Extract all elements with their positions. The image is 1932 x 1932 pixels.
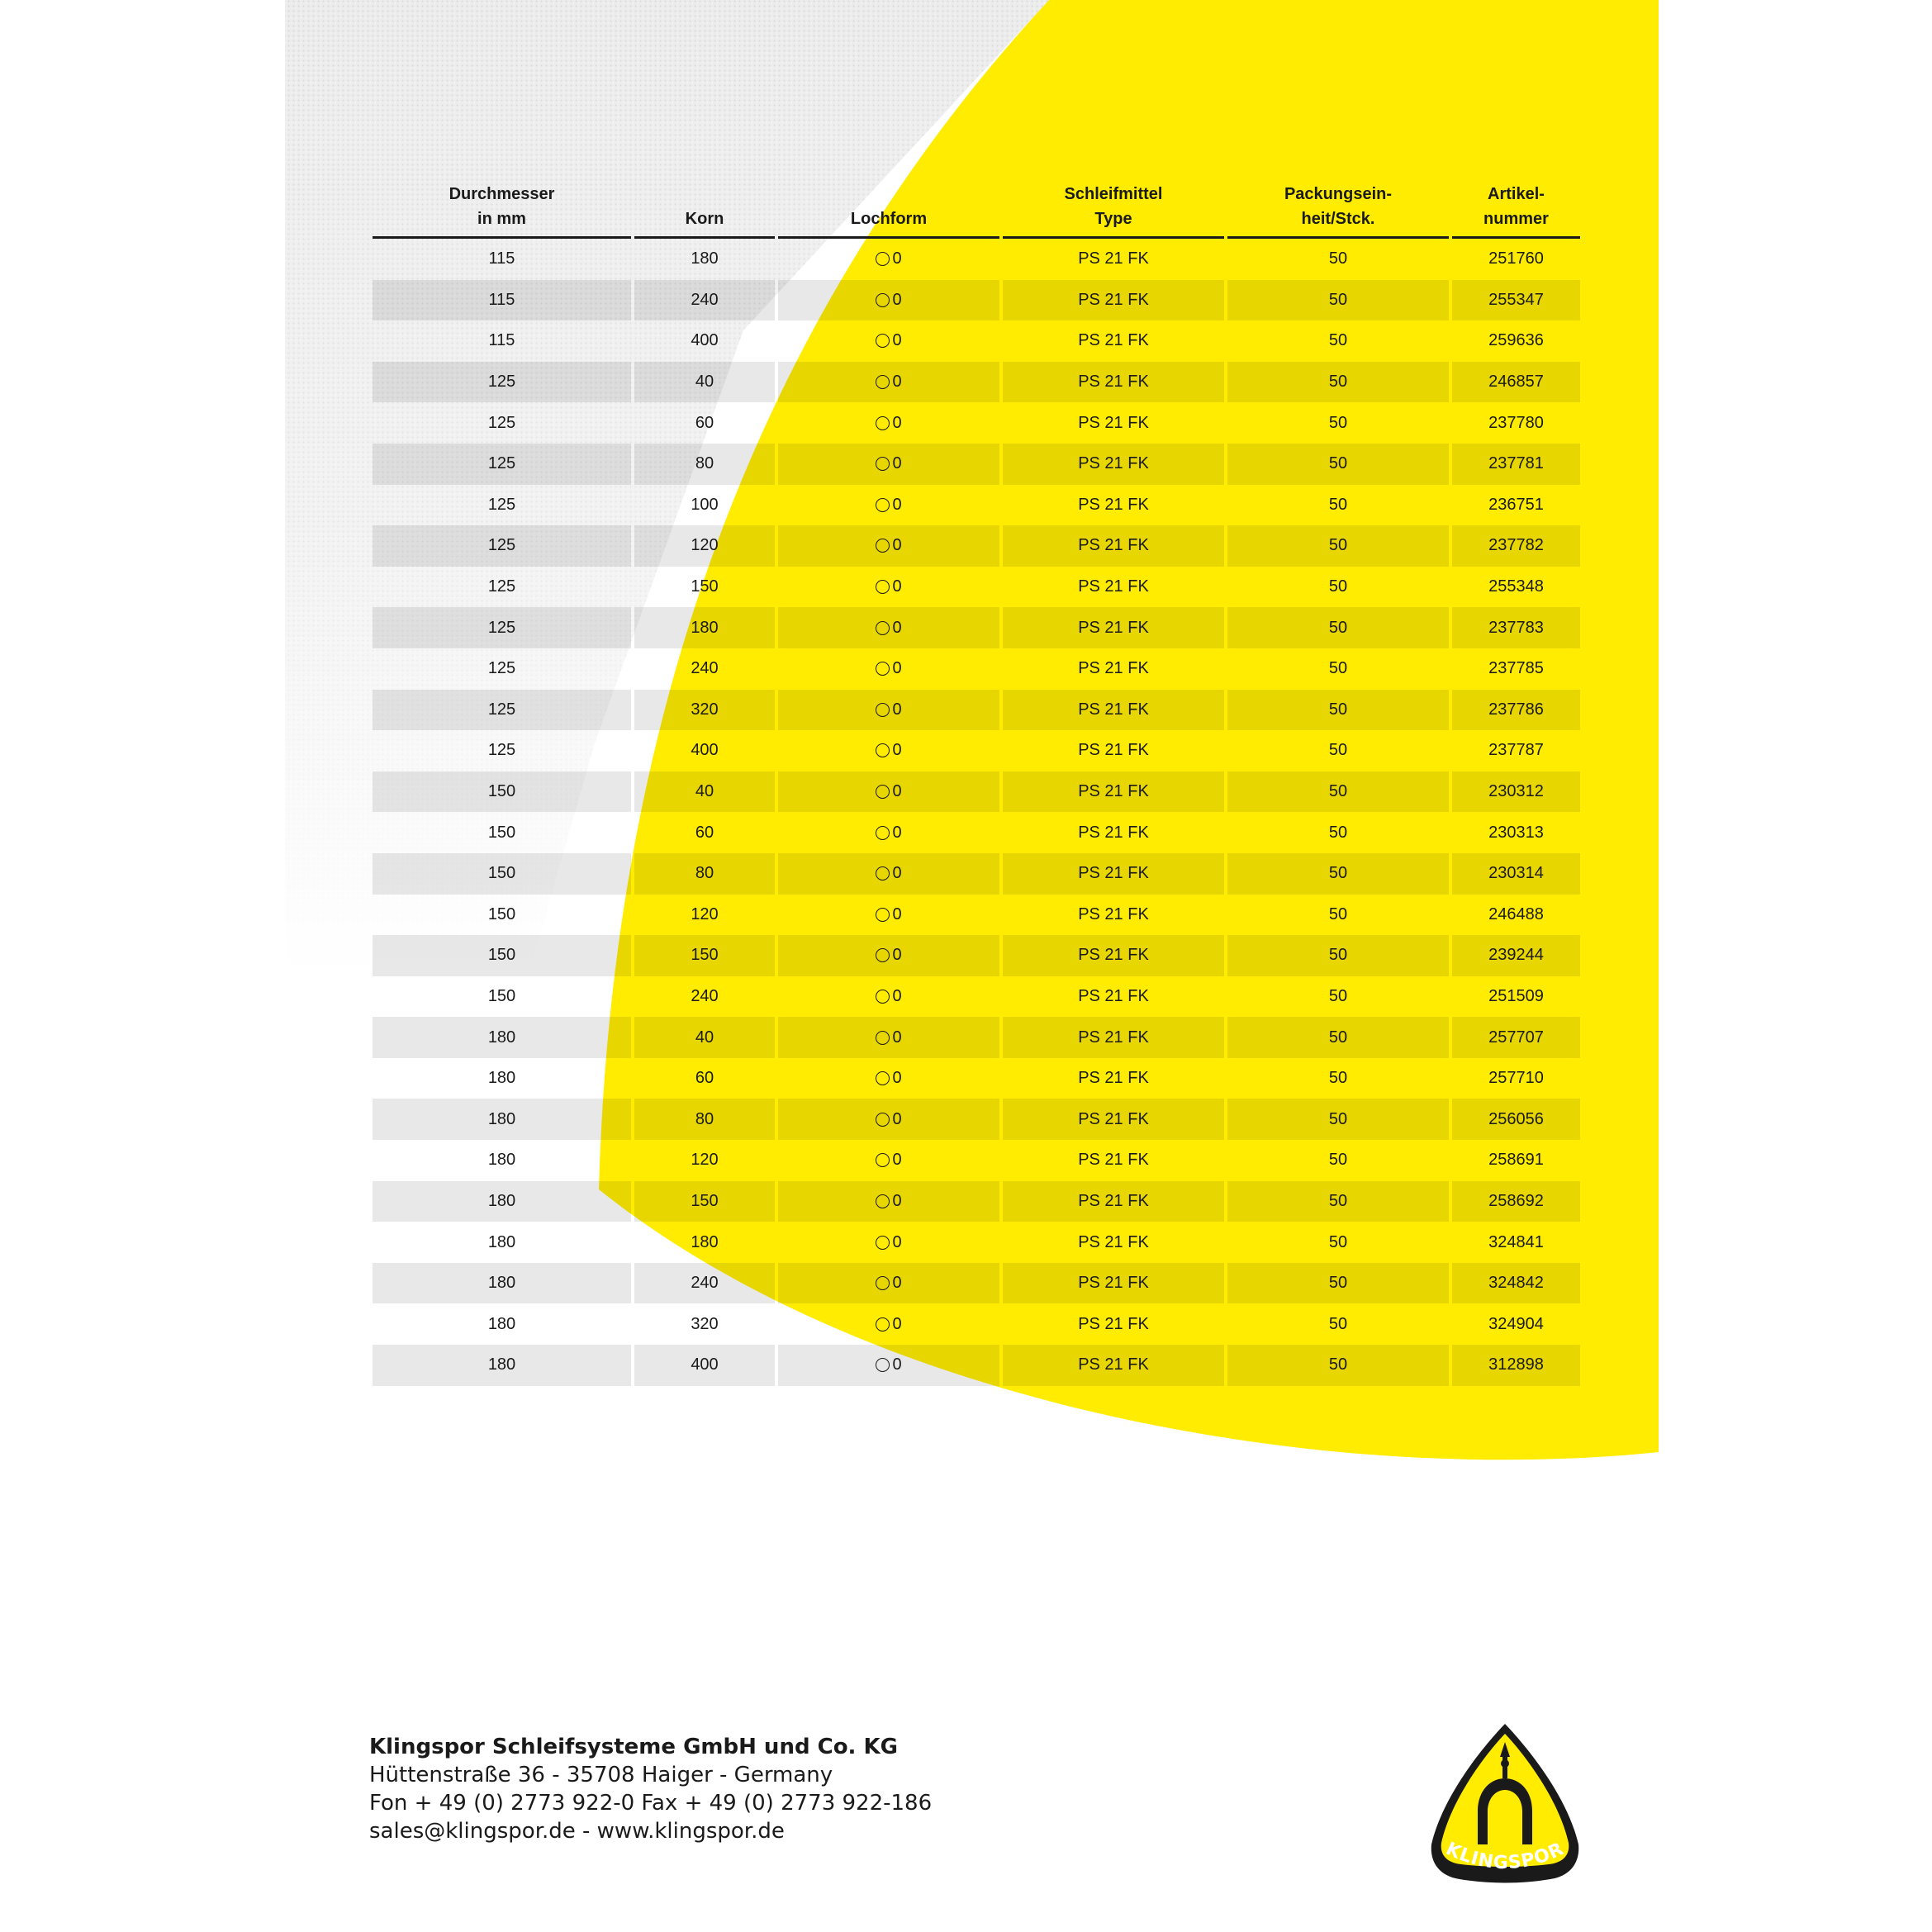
cell-diameter: 125: [487, 659, 516, 678]
hole-count: 0: [892, 1355, 902, 1374]
cell-diameter: 125: [487, 577, 516, 596]
hole-count: 0: [892, 1314, 902, 1333]
cell-hole-form: [778, 280, 999, 321]
table-row: [373, 1263, 1580, 1304]
table-row: [373, 1140, 1580, 1181]
round-hole-icon: [876, 703, 890, 717]
company-address: Hüttenstraße 36 - 35708 Haiger - Germany: [369, 1763, 833, 1787]
cell-article-number: 258691: [1488, 1151, 1544, 1170]
round-hole-icon: [876, 743, 890, 757]
cell-hole-form: [778, 771, 999, 813]
cell-abrasive-type: PS 21 FK: [1003, 771, 1224, 813]
table-row: [373, 239, 1580, 280]
cell-grit: 40: [634, 362, 775, 403]
cell-grit: 320: [691, 1314, 719, 1333]
cell-abrasive-type: PS 21 FK: [1078, 904, 1149, 923]
cell-pack-unit: 50: [1328, 413, 1348, 432]
table-row: [373, 1303, 1580, 1345]
cell-grit: 60: [695, 1069, 714, 1088]
cell-diameter: 180: [373, 1181, 631, 1222]
cell-article-number: 324841: [1488, 1232, 1544, 1251]
cell-article-number: 255347: [1452, 280, 1580, 321]
cell-pack-unit: 50: [1328, 249, 1348, 268]
table-row: [373, 607, 1580, 648]
cell-abrasive-type: PS 21 FK: [1078, 823, 1149, 842]
cell-diameter: 125: [373, 444, 631, 485]
cell-diameter: 150: [373, 935, 631, 976]
cell-pack-unit: 50: [1328, 904, 1348, 923]
table-row: [373, 1345, 1580, 1386]
cell-abrasive-type: PS 21 FK: [1003, 1263, 1224, 1304]
round-hole-icon: [876, 580, 890, 594]
cell-hole-form: [778, 567, 999, 608]
hole-count: 0: [892, 577, 902, 596]
hole-count: 0: [892, 782, 902, 801]
hole-count: 0: [892, 1151, 902, 1170]
product-table: [369, 164, 1583, 1386]
cell-abrasive-type: PS 21 FK: [1078, 495, 1149, 514]
cell-grit: 180: [634, 607, 775, 648]
cell-grit: 240: [691, 986, 719, 1005]
table-row: [373, 1181, 1580, 1222]
cell-diameter: 125: [373, 362, 631, 403]
cell-hole-form: [778, 853, 999, 895]
cell-pack-unit: 50: [1227, 525, 1449, 567]
cell-hole-form: [778, 239, 999, 280]
cell-pack-unit: 50: [1227, 853, 1449, 895]
cell-pack-unit: 50: [1328, 331, 1348, 350]
cell-hole-form: [778, 1345, 999, 1386]
round-hole-icon: [876, 457, 890, 471]
cell-grit: 180: [691, 1232, 719, 1251]
table-row: [373, 730, 1580, 771]
cell-abrasive-type: PS 21 FK: [1078, 741, 1149, 760]
round-hole-icon: [876, 990, 890, 1004]
cell-grit: 40: [634, 1017, 775, 1058]
cell-diameter: 125: [487, 495, 516, 514]
cell-diameter: 180: [487, 1314, 516, 1333]
cell-diameter: 150: [487, 986, 516, 1005]
cell-article-number: 237785: [1488, 659, 1544, 678]
hole-count: 0: [892, 454, 902, 473]
cell-abrasive-type: PS 21 FK: [1003, 525, 1224, 567]
cell-hole-form: [778, 525, 999, 567]
cell-grit: 150: [691, 577, 719, 596]
cell-pack-unit: 50: [1227, 362, 1449, 403]
cell-diameter: 180: [373, 1017, 631, 1058]
cell-abrasive-type: PS 21 FK: [1078, 1069, 1149, 1088]
cell-diameter: 180: [373, 1263, 631, 1304]
cell-hole-form: [778, 607, 999, 648]
cell-abrasive-type: PS 21 FK: [1003, 853, 1224, 895]
cell-hole-form: [778, 444, 999, 485]
cell-hole-form: [778, 648, 999, 690]
hole-count: 0: [892, 700, 902, 719]
cell-abrasive-type: PS 21 FK: [1003, 1017, 1224, 1058]
table-row: [373, 648, 1580, 690]
cell-grit: 60: [695, 823, 714, 842]
table-row: [373, 485, 1580, 526]
round-hole-icon: [876, 621, 890, 635]
cell-hole-form: [778, 1140, 999, 1181]
cell-diameter: 125: [487, 741, 516, 760]
round-hole-icon: [876, 1113, 890, 1127]
cell-hole-form: [778, 730, 999, 771]
round-hole-icon: [876, 1031, 890, 1045]
cell-grit: 400: [691, 741, 719, 760]
hole-count: 0: [892, 1109, 902, 1128]
cell-hole-form: [778, 1181, 999, 1222]
cell-abrasive-type: PS 21 FK: [1003, 362, 1224, 403]
cell-article-number: 256056: [1452, 1099, 1580, 1140]
hole-count: 0: [892, 1191, 902, 1210]
cell-article-number: 257710: [1488, 1069, 1544, 1088]
company-phone-fax: Fon + 49 (0) 2773 922-0 Fax + 49 (0) 2773 922-186: [369, 1791, 933, 1816]
cell-grit: 240: [691, 659, 719, 678]
cell-diameter: 180: [373, 1099, 631, 1140]
cell-pack-unit: 50: [1227, 935, 1449, 976]
cell-grit: 40: [634, 771, 775, 813]
cell-pack-unit: 50: [1227, 1345, 1449, 1386]
cell-hole-form: [778, 320, 999, 362]
cell-abrasive-type: PS 21 FK: [1003, 1099, 1224, 1140]
hole-count: 0: [892, 1069, 902, 1088]
cell-diameter: 180: [373, 1345, 631, 1386]
hole-count: 0: [892, 1232, 902, 1251]
cell-grit: 400: [691, 331, 719, 350]
cell-pack-unit: 50: [1328, 659, 1348, 678]
company-contact: sales@klingspor.de - www.klingspor.de: [369, 1819, 785, 1844]
cell-article-number: 255348: [1488, 577, 1544, 596]
cell-abrasive-type: PS 21 FK: [1003, 1345, 1224, 1386]
cell-grit: 150: [634, 1181, 775, 1222]
logo-wordmark: KLINGSPOR: [1442, 1838, 1568, 1874]
cell-diameter: 125: [373, 525, 631, 567]
cell-diameter: 125: [373, 607, 631, 648]
cell-diameter: 125: [373, 690, 631, 731]
table-row: [373, 362, 1580, 403]
table-row: [373, 567, 1580, 608]
table-row: [373, 444, 1580, 485]
cell-article-number: 230312: [1452, 771, 1580, 813]
hole-count: 0: [892, 946, 902, 965]
cell-grit: 120: [691, 1151, 719, 1170]
table-row: [373, 935, 1580, 976]
hole-count: 0: [892, 249, 902, 268]
cell-article-number: 237782: [1452, 525, 1580, 567]
company-name: Klingspor Schleifsysteme GmbH und Co. KG: [369, 1735, 898, 1759]
cell-article-number: 312898: [1452, 1345, 1580, 1386]
table-row: [373, 525, 1580, 567]
round-hole-icon: [876, 908, 890, 922]
cell-hole-form: [778, 935, 999, 976]
cell-article-number: 230313: [1488, 823, 1544, 842]
cell-article-number: 246488: [1488, 904, 1544, 923]
cell-hole-form: [778, 402, 999, 444]
table-row: [373, 402, 1580, 444]
round-hole-icon: [876, 1194, 890, 1208]
cell-grit: 150: [634, 935, 775, 976]
cell-grit: 120: [634, 525, 775, 567]
round-hole-icon: [876, 539, 890, 553]
cell-abrasive-type: PS 21 FK: [1078, 577, 1149, 596]
table-row: [373, 853, 1580, 895]
cell-pack-unit: 50: [1227, 1263, 1449, 1304]
hole-count: 0: [892, 823, 902, 842]
cell-grit: 180: [691, 249, 719, 268]
round-hole-icon: [876, 826, 890, 840]
round-hole-icon: [876, 1153, 890, 1167]
cell-article-number: 257707: [1452, 1017, 1580, 1058]
cell-diameter: 150: [373, 771, 631, 813]
cell-article-number: 237781: [1452, 444, 1580, 485]
hole-count: 0: [892, 536, 902, 555]
table-row: [373, 976, 1580, 1018]
cell-diameter: 115: [373, 280, 631, 321]
round-hole-icon: [876, 375, 890, 389]
table-body: [373, 239, 1580, 1386]
hole-count: 0: [892, 331, 902, 350]
table-row: [373, 1017, 1580, 1058]
cell-article-number: 258692: [1452, 1181, 1580, 1222]
cell-article-number: 324904: [1488, 1314, 1544, 1333]
round-hole-icon: [876, 1276, 890, 1290]
column-header-pack-unit: Packungsein- heit/Stck.: [1227, 164, 1449, 239]
cell-article-number: 237786: [1452, 690, 1580, 731]
klingspor-logo: [1426, 1721, 1583, 1886]
round-hole-icon: [876, 1358, 890, 1372]
cell-hole-form: [778, 1263, 999, 1304]
cell-abrasive-type: PS 21 FK: [1003, 935, 1224, 976]
cell-abrasive-type: PS 21 FK: [1078, 1151, 1149, 1170]
cell-grit: 240: [634, 1263, 775, 1304]
cell-hole-form: [778, 895, 999, 936]
cell-abrasive-type: PS 21 FK: [1078, 331, 1149, 350]
cell-hole-form: [778, 1017, 999, 1058]
cell-hole-form: [778, 1303, 999, 1345]
round-hole-icon: [876, 1236, 890, 1250]
cell-hole-form: [778, 1222, 999, 1263]
hole-count: 0: [892, 618, 902, 637]
table-row: [373, 320, 1580, 362]
cell-diameter: 115: [488, 331, 515, 350]
cell-diameter: 125: [487, 413, 516, 432]
cell-article-number: 236751: [1488, 495, 1544, 514]
cell-article-number: 251509: [1488, 986, 1544, 1005]
column-header-grit: Korn: [634, 164, 775, 239]
cell-pack-unit: 50: [1328, 1151, 1348, 1170]
hole-count: 0: [892, 373, 902, 392]
round-hole-icon: [876, 866, 890, 881]
cell-diameter: 180: [487, 1069, 516, 1088]
cell-article-number: 237780: [1488, 413, 1544, 432]
cell-article-number: 324842: [1452, 1263, 1580, 1304]
cell-hole-form: [778, 690, 999, 731]
cell-diameter: 150: [373, 853, 631, 895]
round-hole-icon: [876, 293, 890, 307]
cell-diameter: 150: [487, 904, 516, 923]
cell-hole-form: [778, 1058, 999, 1099]
cell-article-number: 259636: [1488, 331, 1544, 350]
cell-pack-unit: 50: [1328, 986, 1348, 1005]
table-row: [373, 895, 1580, 936]
cell-grit: 400: [634, 1345, 775, 1386]
cell-article-number: 230314: [1452, 853, 1580, 895]
round-hole-icon: [876, 1071, 890, 1085]
column-header-article-number: Artikel- nummer: [1452, 164, 1580, 239]
table-row: [373, 771, 1580, 813]
cell-diameter: 150: [487, 823, 516, 842]
cell-abrasive-type: PS 21 FK: [1003, 1181, 1224, 1222]
company-address-block: [369, 1733, 932, 1845]
cell-grit: 80: [634, 444, 775, 485]
cell-grit: 60: [695, 413, 714, 432]
table-header-row: [373, 164, 1580, 239]
round-hole-icon: [876, 334, 890, 348]
cell-article-number: 246857: [1452, 362, 1580, 403]
column-header-hole-form: Lochform: [778, 164, 999, 239]
cell-article-number: 237783: [1452, 607, 1580, 648]
cell-abrasive-type: PS 21 FK: [1078, 1314, 1149, 1333]
cell-abrasive-type: PS 21 FK: [1078, 1232, 1149, 1251]
cell-pack-unit: 50: [1227, 607, 1449, 648]
hole-count: 0: [892, 1274, 902, 1293]
cell-pack-unit: 50: [1328, 1314, 1348, 1333]
cell-pack-unit: 50: [1328, 823, 1348, 842]
hole-count: 0: [892, 741, 902, 760]
cell-pack-unit: 50: [1328, 1232, 1348, 1251]
cell-hole-form: [778, 812, 999, 853]
cell-pack-unit: 50: [1328, 1069, 1348, 1088]
cell-grit: 320: [634, 690, 775, 731]
cell-grit: 240: [634, 280, 775, 321]
cell-abrasive-type: PS 21 FK: [1078, 986, 1149, 1005]
cell-diameter: 180: [487, 1232, 516, 1251]
cell-article-number: 237787: [1488, 741, 1544, 760]
column-header-diameter: Durchmesser in mm: [373, 164, 631, 239]
hole-count: 0: [892, 1028, 902, 1047]
cell-article-number: 239244: [1452, 935, 1580, 976]
cell-abrasive-type: PS 21 FK: [1003, 280, 1224, 321]
table-row: [373, 1058, 1580, 1099]
round-hole-icon: [876, 252, 890, 266]
cell-hole-form: [778, 976, 999, 1018]
cell-pack-unit: 50: [1227, 1017, 1449, 1058]
cell-abrasive-type: PS 21 FK: [1078, 413, 1149, 432]
cell-article-number: 251760: [1488, 249, 1544, 268]
cell-hole-form: [778, 1099, 999, 1140]
table-row: [373, 1099, 1580, 1140]
round-hole-icon: [876, 416, 890, 430]
cell-grit: 100: [691, 495, 719, 514]
cell-abrasive-type: PS 21 FK: [1078, 659, 1149, 678]
cell-grit: 80: [634, 853, 775, 895]
cell-grit: 80: [634, 1099, 775, 1140]
round-hole-icon: [876, 662, 890, 676]
cell-abrasive-type: PS 21 FK: [1003, 690, 1224, 731]
round-hole-icon: [876, 785, 890, 799]
cell-grit: 120: [691, 904, 719, 923]
column-header-abrasive-type: Schleifmittel Type: [1003, 164, 1224, 239]
cell-hole-form: [778, 362, 999, 403]
hole-count: 0: [892, 864, 902, 883]
hole-count: 0: [892, 413, 902, 432]
cell-pack-unit: 50: [1227, 1181, 1449, 1222]
cell-pack-unit: 50: [1328, 495, 1348, 514]
round-hole-icon: [876, 1317, 890, 1332]
cell-abrasive-type: PS 21 FK: [1003, 444, 1224, 485]
cell-pack-unit: 50: [1328, 577, 1348, 596]
hole-count: 0: [892, 495, 902, 514]
table-row: [373, 812, 1580, 853]
round-hole-icon: [876, 948, 890, 962]
hole-count: 0: [892, 290, 902, 309]
cell-diameter: 180: [487, 1151, 516, 1170]
hole-count: 0: [892, 986, 902, 1005]
cell-diameter: 115: [488, 249, 515, 268]
hole-count: 0: [892, 904, 902, 923]
round-hole-icon: [876, 498, 890, 512]
cell-hole-form: [778, 485, 999, 526]
cell-abrasive-type: PS 21 FK: [1003, 607, 1224, 648]
cell-pack-unit: 50: [1227, 1099, 1449, 1140]
cell-pack-unit: 50: [1227, 280, 1449, 321]
cell-pack-unit: 50: [1227, 444, 1449, 485]
table-row: [373, 1222, 1580, 1263]
table-row: [373, 280, 1580, 321]
hole-count: 0: [892, 659, 902, 678]
cell-pack-unit: 50: [1227, 771, 1449, 813]
table-row: [373, 690, 1580, 731]
cell-pack-unit: 50: [1328, 741, 1348, 760]
cell-abrasive-type: PS 21 FK: [1078, 249, 1149, 268]
cell-pack-unit: 50: [1227, 690, 1449, 731]
